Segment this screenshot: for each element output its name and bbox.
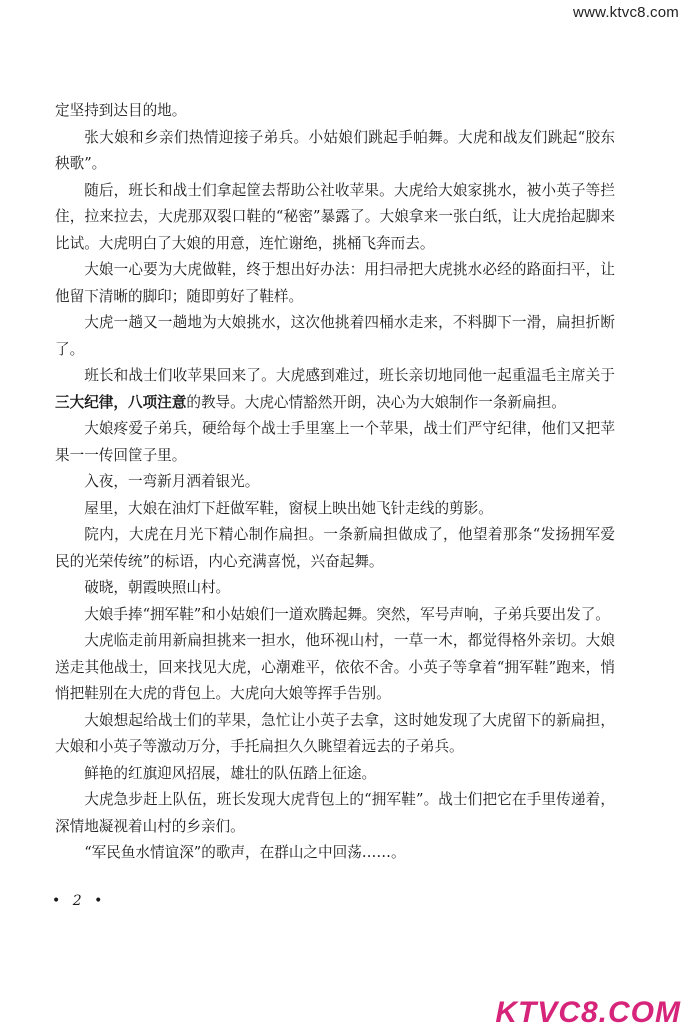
watermark-url: www.ktvc8.com bbox=[573, 4, 679, 21]
paragraph: “军民鱼水情谊深”的歌声，在群山之中回荡……。 bbox=[84, 844, 406, 861]
paragraph: 大娘一心要为大虎做鞋，终于想出好办法：用扫帚把大虎挑水必经的路面扫平，让他留下清晰的脚印；随即剪好了鞋样。 bbox=[55, 261, 615, 305]
paragraph: 张大娘和乡亲们热情迎接子弟兵。小姑娘们跳起手帕舞。大虎和战友们跳起“胶东秧歌”。 bbox=[55, 128, 615, 172]
page-number: • 2 • bbox=[52, 893, 107, 909]
paragraph-text: 的教导。大虎心情豁然开朗，决心为大娘制作一条新扁担。 bbox=[186, 393, 566, 411]
site-logo: KTVC8.COM bbox=[495, 996, 681, 1029]
paragraph: 破晓，朝霞映照山村。 bbox=[84, 579, 231, 596]
paragraph: 大娘疼爱子弟兵，硬给每个战士手里塞上一个苹果，战士们严守纪律，他们又把苹果一一传回筐子里。 bbox=[55, 420, 615, 464]
paragraph: 大虎临走前用新扁担挑来一担水，他环视山村，一草一木，都觉得格外亲切。大娘送走其他战士，回来找见大虎，心潮难平，依依不舍。小英子等拿着“拥军鞋”跑来，悄悄把鞋别在大虎的背包上。大虎向大娘等挥手告别。 bbox=[55, 632, 615, 702]
paragraph-with-emphasis bbox=[55, 363, 615, 416]
paragraph: 大娘想起给战士们的苹果，急忙让小英子去拿，这时她发现了大虎留下的新扁担，大娘和小英子等激动万分，手托扁担久久眺望着远去的子弟兵。 bbox=[55, 711, 615, 755]
paragraph: 大娘手捧“拥军鞋”和小姑娘们一道欢腾起舞。突然，军号声响，子弟兵要出发了。 bbox=[84, 605, 610, 623]
body-text bbox=[55, 98, 615, 867]
paragraph: 入夜，一弯新月洒着银光。 bbox=[84, 473, 260, 490]
paragraph: 屋里，大娘在油灯下赶做军鞋，窗棂上映出她飞针走线的剪影。 bbox=[84, 499, 493, 517]
paragraph-text: 班长和战士们收苹果回来了。大虎感到难过，班长亲切地同他一起重温毛主席关于 bbox=[84, 367, 615, 384]
paragraph: 定坚持到达目的地。 bbox=[55, 102, 187, 119]
paragraph: 院内，大虎在月光下精心制作扁担。一条新扁担做成了，他望着那条“发扬拥军爱民的光荣传统”的标语，内心充满喜悦，兴奋起舞。 bbox=[55, 526, 615, 570]
paragraph: 随后，班长和战士们拿起筐去帮助公社收苹果。大虎给大娘家挑水，被小英子等拦住，拉来拉去，大虎那双裂口鞋的“秘密”暴露了。大娘拿来一张白纸，让大虎抬起脚来比试。大虎明白了大娘的用意，连忙谢绝，挑桶飞奔而去。 bbox=[55, 181, 615, 252]
paragraph: 鲜艳的红旗迎风招展，雄壮的队伍踏上征途。 bbox=[84, 764, 377, 782]
emphasis-text: 三大纪律，八项注意 bbox=[55, 393, 187, 411]
paragraph: 大虎一趟又一趟地为大娘挑水，这次他挑着四桶水走来，不料脚下一滑，扁担折断了。 bbox=[55, 314, 615, 358]
paragraph: 大虎急步赶上队伍，班长发现大虎背包上的“拥军鞋”。战士们把它在手里传递着，深情地凝视着山村的乡亲们。 bbox=[55, 791, 615, 835]
